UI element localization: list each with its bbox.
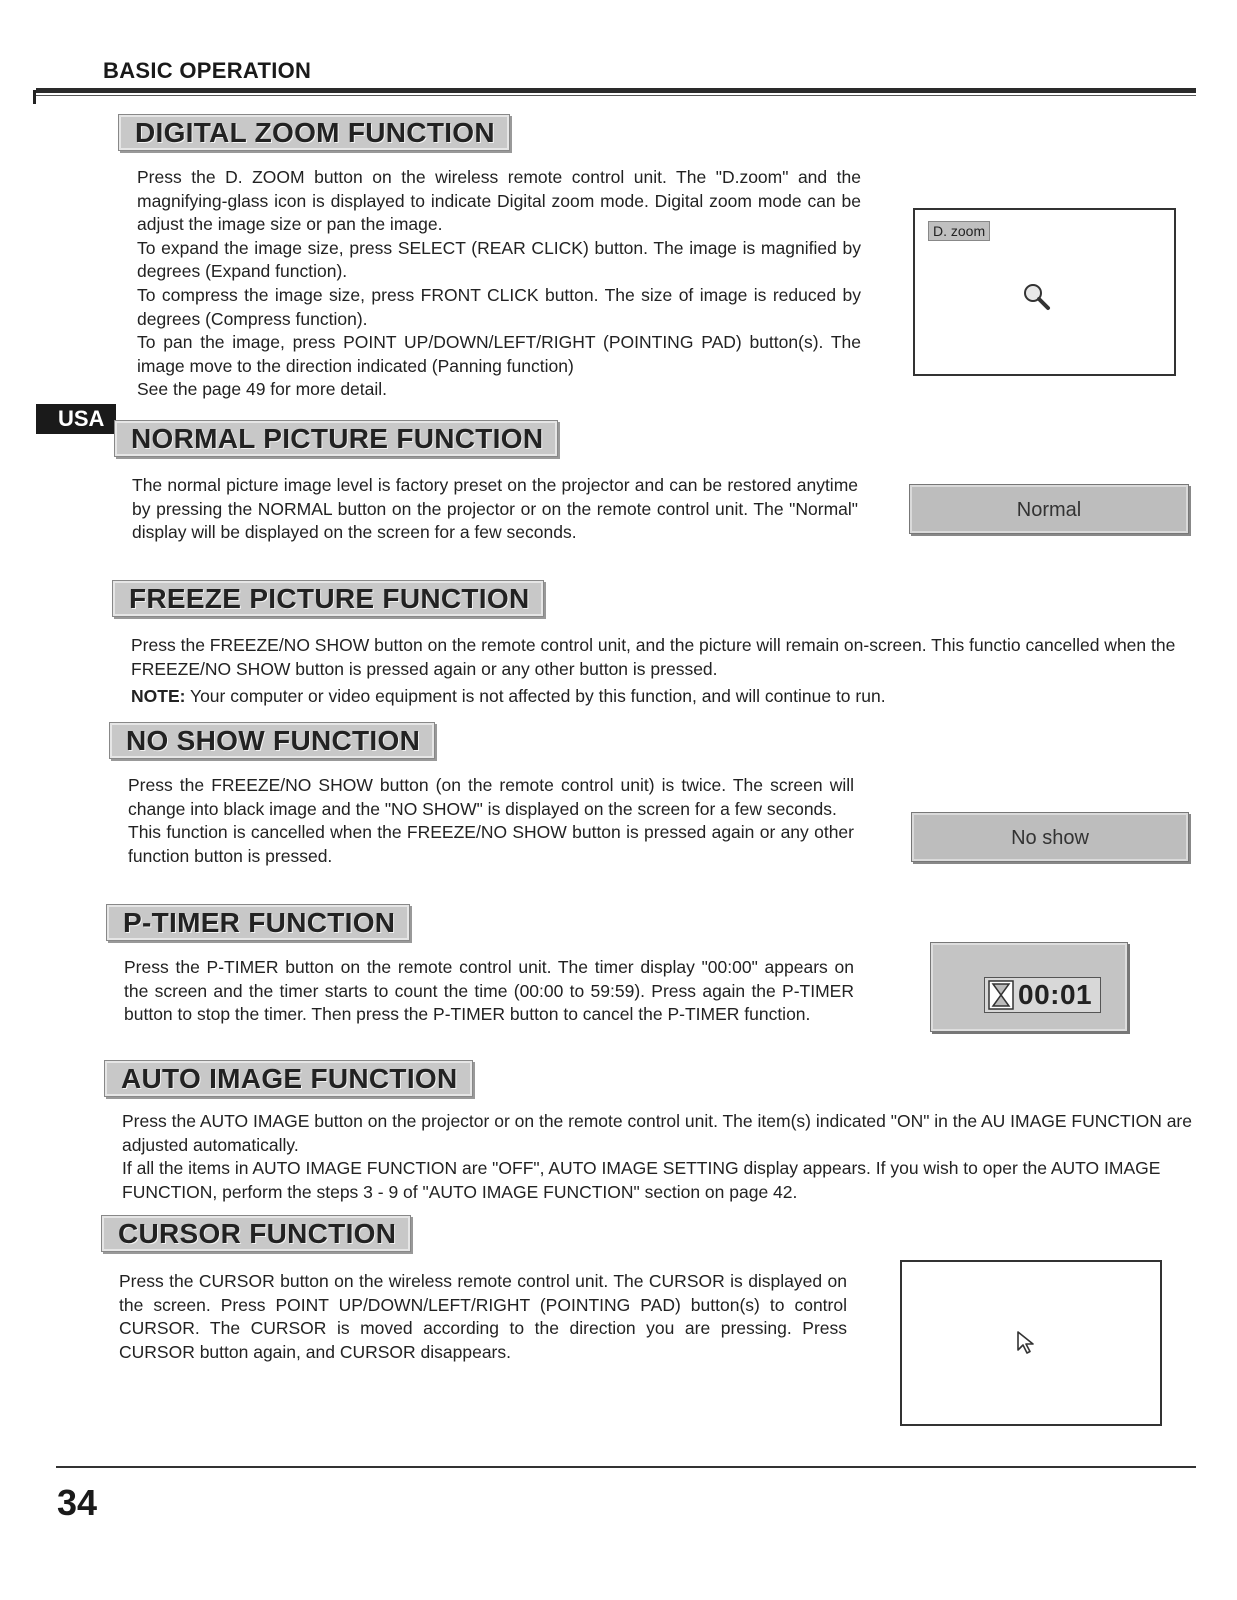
p-timer-time: 00:01 [1018, 979, 1093, 1010]
digital-zoom-line-5: See the page 49 for more detail. [137, 379, 388, 400]
normal-osd-display [909, 484, 1189, 534]
no-show-text [128, 774, 854, 868]
section-title-p-timer: P-TIMER FUNCTION [106, 904, 410, 941]
section-title-normal-picture: NORMAL PICTURE FUNCTION [114, 420, 558, 457]
auto-image-line-1: Press the AUTO IMAGE button on the projector or on the remote control unit. The item(s) indicated "ON" in the AU IMAGE FUNCTION are adjusted automatically. [122, 1111, 1192, 1155]
section-title-auto-image: AUTO IMAGE FUNCTION [104, 1060, 473, 1097]
digital-zoom-line-1: Press the D. ZOOM button on the wireless remote control unit. The "D.zoom" and the magnifying-glass icon is displayed to indicate Digital zoom mode. Digital zoom mode can be adjust the image size or pan the image. [137, 167, 861, 235]
freeze-picture-text: Press the FREEZE/NO SHOW button on the remote control unit, and the picture will remain on-screen. This functio cancelled when the FREEZE/NO SHOW button is pressed again or any other button is pressed. [131, 635, 1176, 679]
header-rule-thin [36, 95, 1196, 96]
auto-image-line-2: If all the items in AUTO IMAGE FUNCTION are "OFF", AUTO IMAGE SETTING display appears. If you wish to oper the AUTO IMAGE FUNCTION, perform the steps 3 - 9 of "AUTO IMAGE FUNCTION" section on page 42. [122, 1158, 1161, 1202]
no-show-osd-display [911, 812, 1189, 862]
section-title-freeze-picture: FREEZE PICTURE FUNCTION [112, 580, 544, 617]
note-label: NOTE: [131, 686, 186, 706]
auto-image-text [122, 1110, 1197, 1204]
header-rule-tick [33, 90, 36, 104]
section-title-digital-zoom: DIGITAL ZOOM FUNCTION [118, 114, 510, 151]
normal-osd-label: Normal [1016, 499, 1082, 521]
header-rule [36, 88, 1196, 93]
cursor-text: Press the CURSOR button on the wireless remote control unit. The CURSOR is displayed on the screen. Press POINT UP/DOWN/LEFT/RIGHT (POINTING PAD) button(s) to control CURSOR. The CURSOR is moved according to the direction you are pressing. Press CURSOR button again, and CURSOR disappears. [119, 1271, 847, 1362]
digital-zoom-line-3: To compress the image size, press FRONT CLICK button. The size of image is reduced by degrees (Compress function). [137, 284, 861, 329]
page-number: 34 [57, 1482, 98, 1523]
usa-badge: USA [36, 404, 116, 434]
page-header-title: BASIC OPERATION [103, 58, 312, 83]
cursor-arrow-icon [1016, 1330, 1036, 1356]
normal-picture-text: The normal picture image level is factory preset on the projector and can be restored anytime by pressing the NORMAL button on the projector or on the remote control unit. The "Normal" display will be displayed on the screen for a few seconds. [132, 475, 858, 543]
no-show-line-2: This function is cancelled when the FREEZE/NO SHOW button is pressed again or any other function button is pressed. [128, 822, 854, 866]
freeze-picture-note [131, 685, 1197, 709]
digital-zoom-line-4: To pan the image, press POINT UP/DOWN/LEFT/RIGHT (POINTING PAD) button(s). The image move to the direction indicated (Panning function) [137, 332, 861, 376]
digital-zoom-text [137, 166, 861, 402]
p-timer-text: Press the P-TIMER button on the remote control unit. The timer display "00:00" appears on the screen and the timer starts to count the time (00:00 to 59:59). Press again the P-TIMER button to stop the timer. Then press the P-TIMER button to cancel the P-TIMER function. [124, 957, 854, 1025]
digital-zoom-line-2: To expand the image size, press SELECT (REAR CLICK) button. The image is magnified by degrees (Expand function). [137, 237, 861, 282]
hourglass-icon [988, 980, 1014, 1010]
footer-rule [56, 1466, 1196, 1468]
magnifying-glass-icon [1022, 282, 1052, 312]
dzoom-osd-label: D. zoom [928, 221, 990, 241]
p-timer-readout [984, 977, 1101, 1013]
p-timer-osd-display [930, 942, 1128, 1032]
note-text: Your computer or video equipment is not affected by this function, and will continue to run. [185, 686, 886, 706]
no-show-osd-label: No show [1011, 827, 1089, 849]
section-title-cursor: CURSOR FUNCTION [101, 1215, 411, 1252]
section-title-no-show: NO SHOW FUNCTION [109, 722, 435, 759]
no-show-line-1: Press the FREEZE/NO SHOW button (on the remote control unit) is twice. The screen will change into black image and the "NO SHOW" is displayed on the screen for a few seconds. [128, 775, 854, 819]
